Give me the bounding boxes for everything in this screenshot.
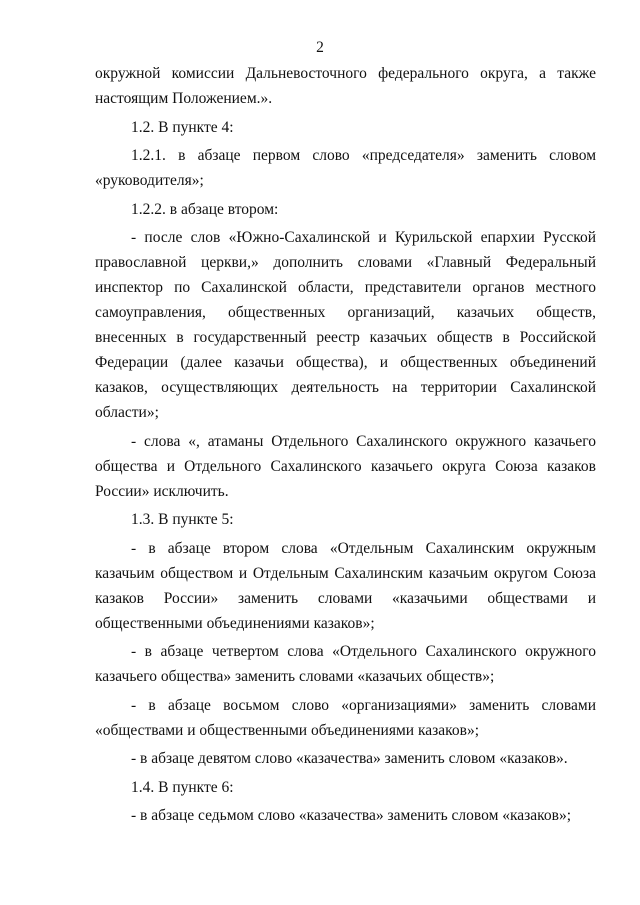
- page-number: 2: [316, 39, 324, 56]
- paragraph-dash-exclusion: - слова «, атаманы Отдельного Сахалинского окружного казачьего общества и Отдельного Сахалинского казачьего округа Союза казаков России» исключить.: [95, 432, 596, 500]
- paragraph-dash-seventh: - в абзаце седьмом слово «казачества» заменить словом «казаков»;: [131, 807, 572, 824]
- paragraph-dash-ninth: - в абзаце девятом слово «казачества» заменить словом «казаков».: [131, 750, 568, 767]
- paragraph-continuation: окружной комиссии Дальневосточного федерального округа, а также настоящим Положением.».: [95, 65, 596, 107]
- document-body: [95, 61, 596, 832]
- paragraph-item-1-3: 1.3. В пункте 5:: [131, 511, 234, 528]
- paragraph-item-1-2-1: 1.2.1. в абзаце первом слово «председателя» заменить словом «руководителя»;: [95, 147, 596, 189]
- paragraph-dash-addition: - после слов «Южно-Сахалинской и Курильской епархии Русской православной церкви,» дополнить словами «Главный Федеральный инспектор по Сахалинской области, представители органов местного самоуправления, общественных организаций, казачьих обществ, внесенных в государственный реестр казачьих обществ в Российской Федерации (далее казачьи общества), и общественных объединений казаков, осуществляющих деятельность на территории Сахалинской области»;: [95, 229, 596, 421]
- paragraph-dash-eighth: - в абзаце восьмом слово «организациями» заменить словами «обществами и общественными объединениями казаков»;: [95, 696, 596, 739]
- paragraph-dash-fourth: - в абзаце четвертом слова «Отдельного Сахалинского окружного казачьего общества» заменить словами «казачьих обществ»;: [95, 643, 596, 685]
- paragraph-item-1-2: 1.2. В пункте 4:: [131, 118, 234, 136]
- paragraph-dash-second: - в абзаце втором слова «Отдельным Сахалинским окружным казачьим обществом и Отдельным Сахалинским казачьим округом Союза казаков России» заменить словами «казачьими обществами и общественными объединениями казаков»;: [95, 539, 596, 632]
- paragraph-item-1-4: 1.4. В пункте 6:: [131, 778, 234, 796]
- paragraph-item-1-2-2: 1.2.2. в абзаце втором:: [131, 200, 279, 218]
